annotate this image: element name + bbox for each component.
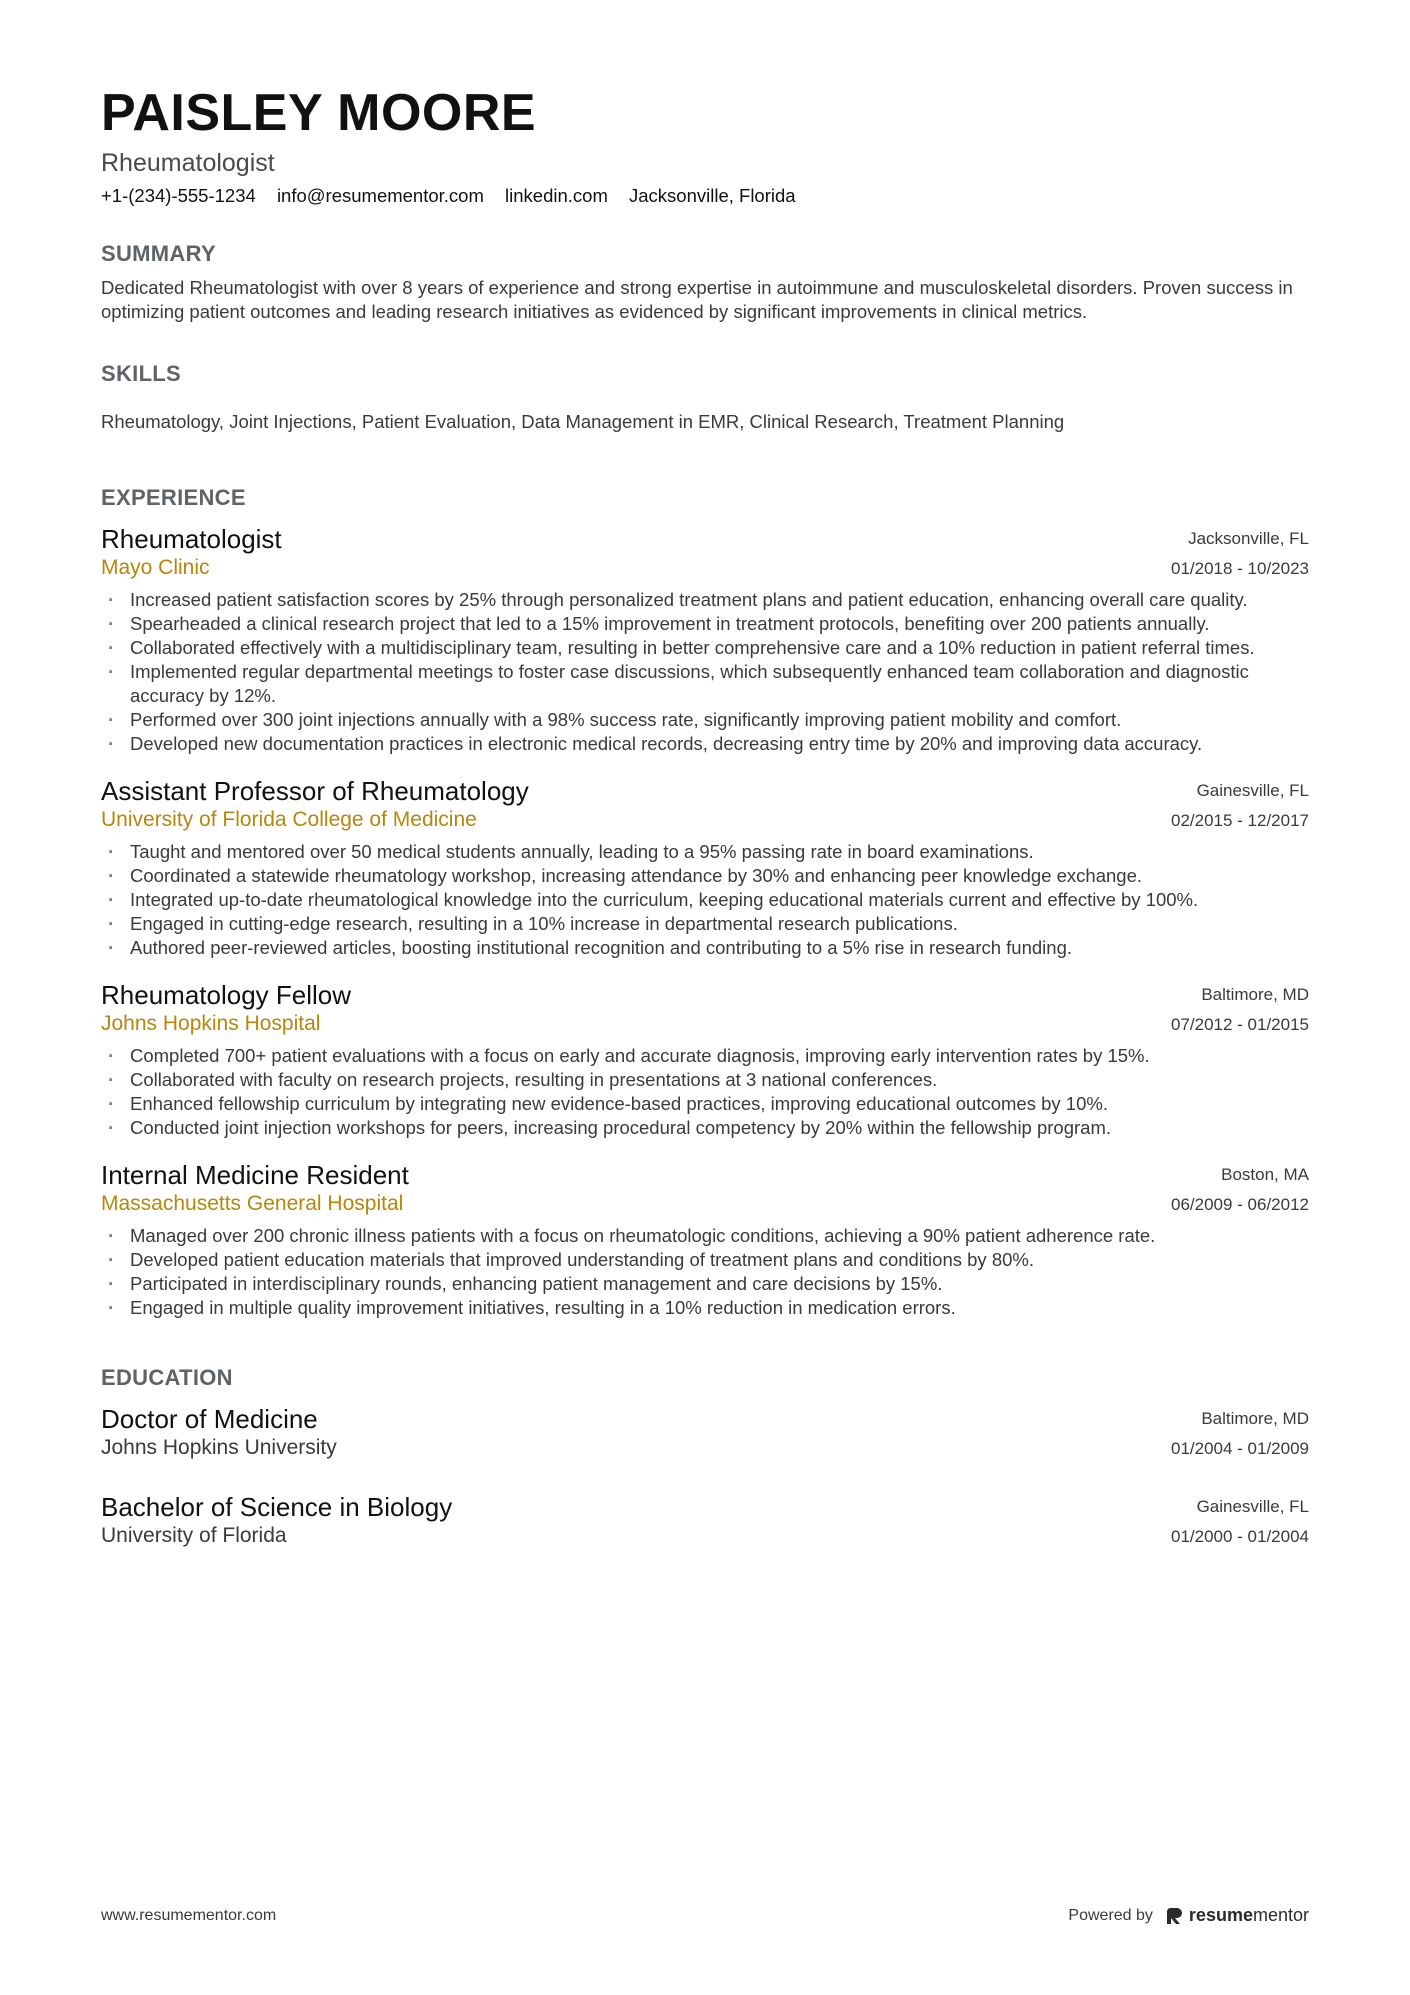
skills-text: Rheumatology, Joint Injections, Patient Evaluation, Data Management in EMR, Clinical Research, Treatment Planning: [101, 411, 1065, 432]
education-heading: EDUCATION: [101, 1365, 233, 1390]
job-bullet: · Enhanced fellowship curriculum by integrating new evidence-based practices, improving educational outcomes by 10%.: [101, 1092, 1309, 1116]
powered-by: [1068, 1905, 1309, 1926]
job-location: Baltimore, MD: [1201, 985, 1309, 1004]
job-company: University of Florida College of Medicine: [101, 808, 477, 831]
job-bullet: · Taught and mentored over 50 medical students annually, leading to a 95% passing rate in board examinations.: [101, 840, 1309, 864]
skills-heading: SKILLS: [101, 361, 182, 386]
job-bullet: · Implemented regular departmental meetings to foster case discussions, which subsequently enhanced team collaboration and diagnostic accuracy by 12%.: [101, 660, 1309, 708]
job-bullet: · Engaged in cutting-edge research, resulting in a 10% increase in departmental research publications.: [101, 912, 1309, 936]
job-title: Rheumatologist: [101, 524, 282, 554]
job-dates: 02/2015 - 12/2017: [1170, 811, 1309, 830]
education-location: Baltimore, MD: [1201, 1409, 1309, 1428]
job-bullets: [101, 1224, 1309, 1320]
resumementor-logo[interactable]: [1167, 1905, 1309, 1926]
education-location: Gainesville, FL: [1196, 1497, 1309, 1516]
job-bullet: · Managed over 200 chronic illness patients with a focus on rheumatologic conditions, achieving a 90% patient adherence rate.: [101, 1224, 1309, 1248]
job-bullet: · Integrated up-to-date rheumatological knowledge into the curriculum, keeping educational materials current and effective by 100%.: [101, 888, 1309, 912]
job-entry: [101, 1160, 1309, 1320]
education-entry: [101, 1404, 1309, 1464]
job-entry: [101, 524, 1309, 756]
education-dates: 01/2000 - 01/2004: [1170, 1527, 1309, 1546]
education-school: Johns Hopkins University: [101, 1436, 337, 1459]
education-school: University of Florida: [101, 1524, 287, 1547]
footer-website-link[interactable]: www.resumementor.com: [101, 1906, 277, 1924]
logo-resume-text: resume: [1188, 1905, 1253, 1925]
contact-line: [101, 184, 1309, 208]
candidate-name: PAISLEY MOORE: [101, 84, 537, 142]
contact-phone: +1-(234)-555-1234: [101, 185, 256, 206]
job-bullets: [101, 1044, 1309, 1140]
job-bullet: · Collaborated with faculty on research projects, resulting in presentations at 3 national conferences.: [101, 1068, 1309, 1092]
page-footer: [101, 1905, 1309, 1926]
resumementor-logo-icon: [1167, 1907, 1183, 1925]
job-bullet: · Increased patient satisfaction scores by 25% through personalized treatment plans and patient education, enhancing overall care quality.: [101, 588, 1309, 612]
candidate-title: Rheumatologist: [101, 149, 275, 177]
education-section: [101, 1364, 1309, 1552]
job-location: Boston, MA: [1221, 1165, 1309, 1184]
job-dates: 07/2012 - 01/2015: [1170, 1015, 1309, 1034]
job-title: Assistant Professor of Rheumatology: [101, 776, 529, 806]
job-bullet: · Collaborated effectively with a multidisciplinary team, resulting in better comprehensive care and a 10% reduction in patient referral times.: [101, 636, 1309, 660]
education-degree: Bachelor of Science in Biology: [101, 1492, 453, 1522]
job-bullet: · Conducted joint injection workshops for peers, increasing procedural competency by 20% within the fellowship program.: [101, 1116, 1309, 1140]
job-title: Rheumatology Fellow: [101, 980, 352, 1010]
summary-text: Dedicated Rheumatologist with over 8 years of experience and strong expertise in autoimmune and musculoskeletal disorders. Proven success in optimizing patient outcomes and leading research initiatives as evidenced by significant improvements in clinical metrics.: [101, 277, 1293, 322]
powered-by-label: Powered by: [1068, 1906, 1153, 1924]
job-entry: [101, 980, 1309, 1140]
job-bullets: [101, 840, 1309, 960]
experience-section: [101, 484, 1309, 1320]
job-location: Gainesville, FL: [1196, 781, 1309, 800]
job-dates: 06/2009 - 06/2012: [1170, 1195, 1309, 1214]
job-entry: [101, 776, 1309, 960]
logo-mentor-text: mentor: [1252, 1905, 1309, 1925]
contact-linkedin: linkedin.com: [505, 185, 608, 206]
contact-email: info@resumementor.com: [276, 185, 484, 206]
job-company: Johns Hopkins Hospital: [101, 1012, 321, 1035]
education-degree: Doctor of Medicine: [101, 1404, 318, 1434]
education-dates: 01/2004 - 01/2009: [1170, 1439, 1309, 1458]
job-bullet: · Performed over 300 joint injections annually with a 98% success rate, significantly improving patient mobility and comfort.: [101, 708, 1309, 732]
job-bullet: · Authored peer-reviewed articles, boosting institutional recognition and contributing to a 5% rise in research funding.: [101, 936, 1309, 960]
job-bullet: · Engaged in multiple quality improvement initiatives, resulting in a 10% reduction in medication errors.: [101, 1296, 1309, 1320]
job-company: Massachusetts General Hospital: [101, 1192, 404, 1215]
job-bullet: · Coordinated a statewide rheumatology workshop, increasing attendance by 30% and enhancing peer knowledge exchange.: [101, 864, 1309, 888]
contact-location: Jacksonville, Florida: [629, 185, 796, 206]
job-bullets: [101, 588, 1309, 756]
education-entry: [101, 1492, 1309, 1552]
summary-section: [101, 240, 1309, 324]
job-bullet: · Developed patient education materials that improved understanding of treatment plans and conditions by 80%.: [101, 1248, 1309, 1272]
job-bullet: · Developed new documentation practices in electronic medical records, decreasing entry time by 20% and improving data accuracy.: [101, 732, 1309, 756]
job-bullet: · Completed 700+ patient evaluations with a focus on early and accurate diagnosis, improving early intervention rates by 15%.: [101, 1044, 1309, 1068]
job-company: Mayo Clinic: [101, 556, 210, 579]
skills-section: [101, 360, 1309, 434]
experience-heading: EXPERIENCE: [101, 485, 246, 510]
job-bullet: · Spearheaded a clinical research project that led to a 15% improvement in treatment protocols, benefiting over 200 patients annually.: [101, 612, 1309, 636]
job-bullet: · Participated in interdisciplinary rounds, enhancing patient management and care decisions by 15%.: [101, 1272, 1309, 1296]
job-location: Jacksonville, FL: [1188, 529, 1309, 548]
job-dates: 01/2018 - 10/2023: [1170, 559, 1309, 578]
job-title: Internal Medicine Resident: [101, 1160, 409, 1190]
summary-heading: SUMMARY: [101, 241, 216, 266]
